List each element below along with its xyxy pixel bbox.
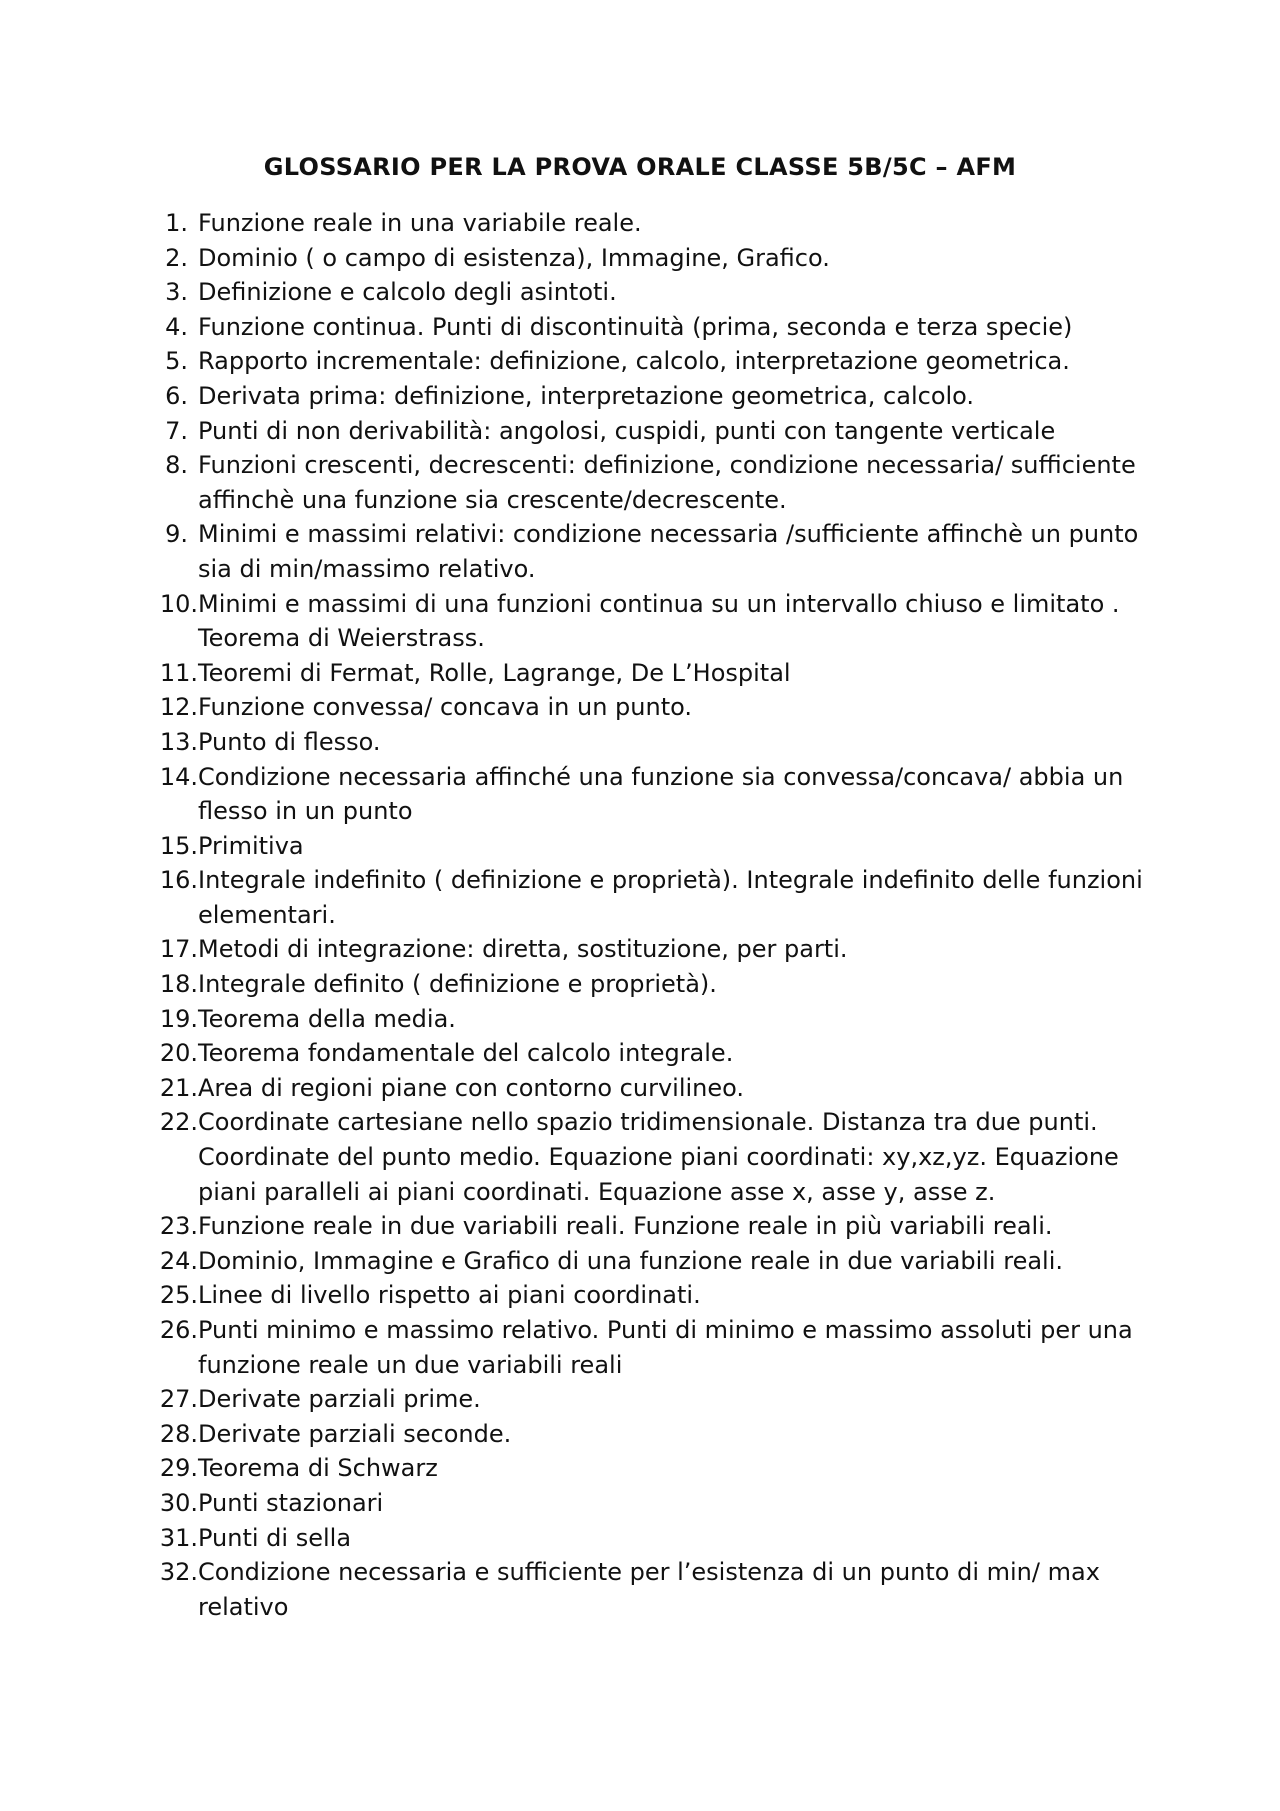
item-text: Punti di non derivabilità: angolosi, cuspidi, punti con tangente verticale: [198, 416, 1056, 445]
item-number: 22.: [159, 1108, 198, 1137]
item-number: 4.: [165, 312, 188, 341]
item-text: Punti minimo e massimo relativo. Punti di minimo e massimo assoluti per una funzione reale un due variabili reali: [198, 1316, 1133, 1379]
item-text: Condizione necessaria e sufficiente per l’esistenza di un punto di min/ max relativo: [198, 1558, 1100, 1621]
glossary-item: [150, 725, 1160, 760]
item-number: 2.: [165, 243, 188, 272]
glossary-item: [150, 241, 1160, 276]
glossary-item: [150, 275, 1160, 310]
item-number: 20.: [159, 1039, 198, 1068]
item-text: Integrale indefinito ( definizione e proprietà). Integrale indefinito delle funzioni elementari.: [198, 866, 1143, 929]
item-text: Minimi e massimi relativi: condizione necessaria /sufficiente affinchè un punto sia di min/massimo relativo.: [198, 520, 1139, 583]
glossary-item: [150, 1451, 1160, 1486]
glossary-item: [150, 1244, 1160, 1279]
glossary-item: [150, 379, 1160, 414]
item-text: Linee di livello rispetto ai piani coordinati.: [198, 1281, 701, 1310]
glossary-item: [150, 1209, 1160, 1244]
glossary-item: [150, 1417, 1160, 1452]
item-number: 18.: [159, 970, 198, 999]
glossary-item: [150, 1036, 1160, 1071]
glossary-list: [150, 206, 1160, 1624]
item-text: Derivate parziali prime.: [198, 1385, 481, 1414]
item-text: Rapporto incrementale: definizione, calcolo, interpretazione geometrica.: [198, 347, 1070, 376]
item-number: 6.: [165, 381, 188, 410]
glossary-item: [150, 1002, 1160, 1037]
item-number: 10.: [159, 589, 198, 618]
item-number: 14.: [159, 762, 198, 791]
item-number: 27.: [159, 1385, 198, 1414]
glossary-item: [150, 967, 1160, 1002]
item-text: Teoremi di Fermat, Rolle, Lagrange, De L’Hospital: [198, 658, 791, 687]
item-number: 3.: [165, 278, 188, 307]
glossary-item: [150, 448, 1160, 517]
item-number: 1.: [165, 209, 188, 237]
item-text: Punti di sella: [198, 1523, 352, 1552]
item-number: 28.: [159, 1419, 198, 1448]
item-text: Coordinate cartesiane nello spazio tridimensionale. Distanza tra due punti. Coordinate del punto medio. Equazione piani coordinati: xy,xz,yz. Equazione piani paralleli ai piani coordinati. Equazione asse x, asse y, asse z.: [198, 1108, 1119, 1206]
item-number: 15.: [159, 831, 198, 860]
item-text: Funzione convessa/ concava in un punto.: [198, 693, 693, 722]
item-text: Condizione necessaria affinché una funzione sia convessa/concava/ abbia un flesso in un punto: [198, 762, 1124, 826]
item-number: 12.: [159, 693, 198, 722]
item-text: Funzione reale in due variabili reali. Funzione reale in più variabili reali.: [198, 1212, 1053, 1241]
item-text: Punti stazionari: [198, 1488, 384, 1517]
glossary-item: [150, 1278, 1160, 1313]
document-title: GLOSSARIO PER LA PROVA ORALE CLASSE 5B/5C – AFM: [263, 153, 1017, 181]
glossary-item: [150, 690, 1160, 725]
item-number: 31.: [159, 1523, 198, 1552]
item-text: Funzione continua. Punti di discontinuità (prima, seconda e terza specie): [198, 312, 1073, 341]
glossary-item: [150, 1521, 1160, 1556]
item-text: Integrale definito ( definizione e proprietà).: [198, 970, 717, 999]
item-text: Punto di flesso.: [198, 727, 381, 756]
glossary-item: [150, 1382, 1160, 1417]
glossary-item: [150, 206, 1160, 241]
glossary-item: [150, 760, 1160, 829]
glossary-item: [150, 1555, 1160, 1624]
item-text: Area di regioni piane con contorno curvilineo.: [198, 1073, 745, 1102]
item-text: Definizione e calcolo degli asintoti.: [198, 278, 617, 307]
glossary-item: [150, 829, 1160, 864]
item-number: 30.: [159, 1488, 198, 1517]
item-number: 7.: [165, 416, 188, 445]
glossary-item: [150, 587, 1160, 656]
item-text: Teorema fondamentale del calcolo integrale.: [198, 1039, 734, 1068]
item-text: Dominio ( o campo di esistenza), Immagine, Grafico.: [198, 243, 830, 272]
item-text: Dominio, Immagine e Grafico di una funzione reale in due variabili reali.: [198, 1246, 1064, 1275]
item-text: Funzione reale in una variabile reale.: [198, 209, 642, 237]
item-number: 8.: [165, 451, 188, 480]
item-number: 21.: [159, 1073, 198, 1102]
item-text: Minimi e massimi di una funzioni continua su un intervallo chiuso e limitato . Teorema di Weierstrass.: [198, 589, 1120, 653]
glossary-item: [150, 414, 1160, 449]
item-number: 19.: [159, 1004, 198, 1033]
glossary-item: [150, 656, 1160, 691]
item-number: 16.: [159, 866, 198, 895]
glossary-item: [150, 310, 1160, 345]
item-text: Metodi di integrazione: diretta, sostituzione, per parti.: [198, 935, 848, 964]
item-number: 29.: [159, 1454, 198, 1483]
glossary-item: [150, 1486, 1160, 1521]
item-number: 25.: [159, 1281, 198, 1310]
item-number: 23.: [159, 1212, 198, 1241]
item-number: 13.: [159, 727, 198, 756]
item-number: 24.: [159, 1246, 198, 1275]
item-text: Derivata prima: definizione, interpretazione geometrica, calcolo.: [198, 381, 975, 410]
item-text: Teorema della media.: [198, 1004, 456, 1033]
glossary-item: [150, 863, 1160, 932]
glossary-item: [150, 517, 1160, 586]
item-number: 9.: [165, 520, 188, 549]
glossary-item: [150, 344, 1160, 379]
item-text: Funzioni crescenti, decrescenti: definizione, condizione necessaria/ sufficiente affinchè una funzione sia crescente/decrescente.: [198, 451, 1136, 514]
item-text: Derivate parziali seconde.: [198, 1419, 512, 1448]
item-number: 32.: [159, 1558, 198, 1587]
glossary-item: [150, 1071, 1160, 1106]
item-number: 17.: [159, 935, 198, 964]
item-number: 26.: [159, 1316, 198, 1344]
glossary-item: [150, 932, 1160, 967]
item-number: 11.: [159, 658, 198, 687]
glossary-item: [150, 1313, 1160, 1382]
item-text: Teorema di Schwarz: [198, 1454, 438, 1483]
item-number: 5.: [165, 347, 188, 376]
item-text: Primitiva: [198, 831, 304, 860]
glossary-item: [150, 1105, 1160, 1209]
